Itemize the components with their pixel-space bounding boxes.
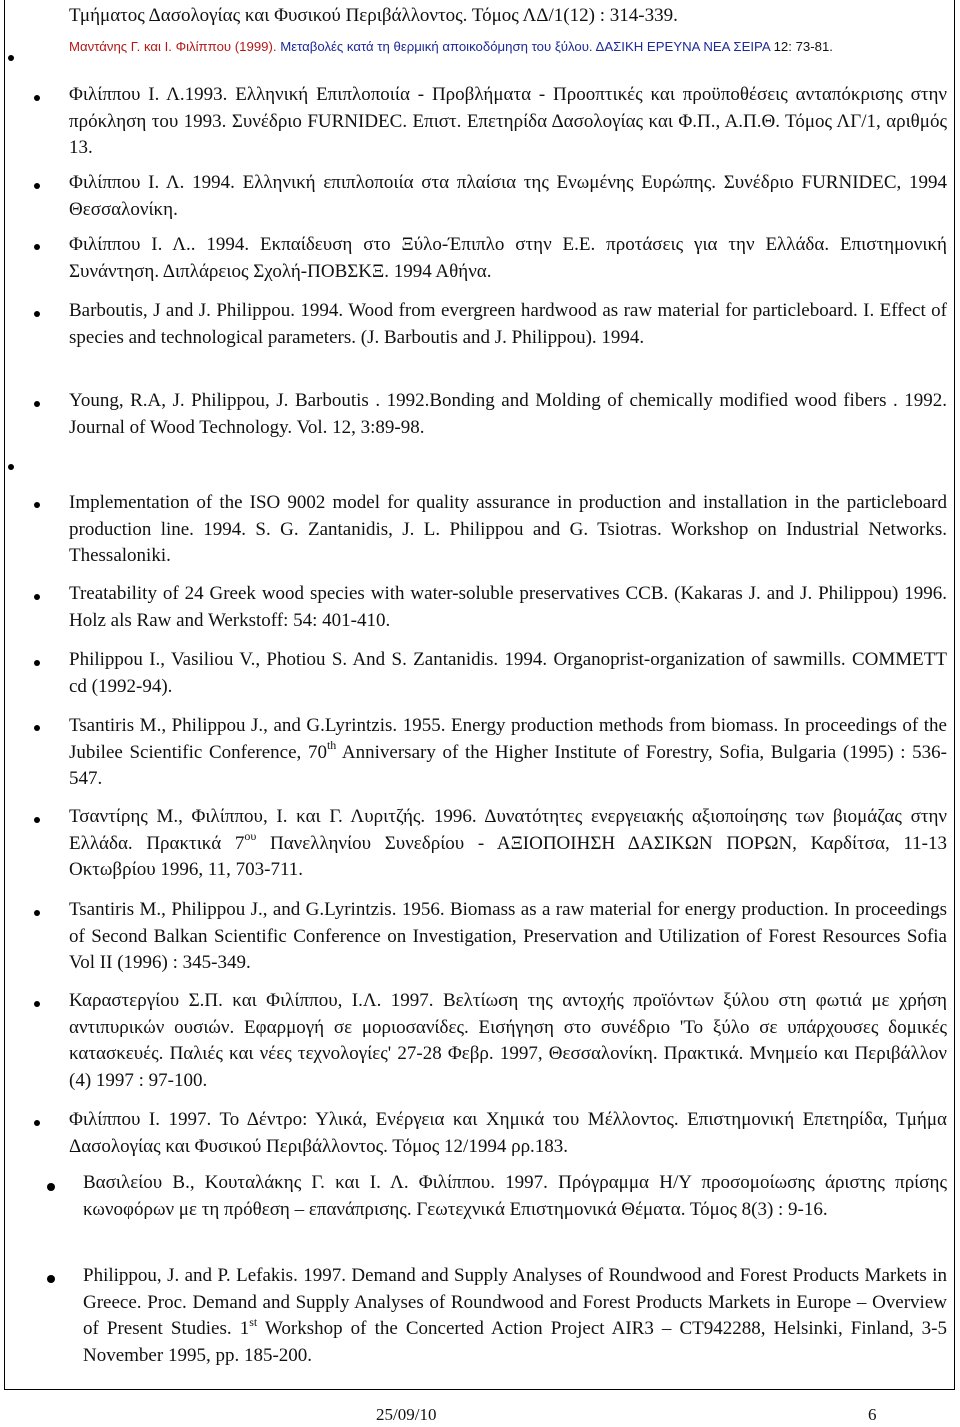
reference-pages: 12: 73-81.: [773, 39, 833, 54]
reference-mantanis: [69, 38, 947, 56]
bullet-icon: [34, 817, 40, 823]
reference-text: Workshop of the Concerted Action Project AIR3 – CT942288, Helsinki, Finland, 3-5 November 1995, pp. 185-200.: [83, 1318, 948, 1366]
page-number: 6: [868, 1405, 877, 1424]
bullet-icon: [8, 464, 14, 470]
reference-entry: Young, R.A, J. Philippou, J. Barboutis . 1992.Bonding and Molding of chemically modified wood fibers . 1992. Journal of Wood Technology. Vol. 12, 3:89-98.: [69, 390, 947, 438]
bullet-icon: [34, 725, 40, 731]
bullet-icon: [34, 244, 40, 250]
reference-authors: Μαντάνης Γ. και Ι. Φιλίππου (1999).: [69, 39, 281, 54]
reference-text: Tsantiris M., Philippou J., and G.Lyrintzis. 1955. Energy production methods from biomass. In proceedings of the Jubilee Scientific Conference, 70: [69, 715, 947, 763]
reference-entry: Φιλίππου Ι. 1997. Το Δέντρο: Υλικά, Ενέργεια και Χημικά του Μέλλοντος. Επιστημονική Επετηρίδα, Τμήμα Δασολογίας και Φυσικού Περιβάλλοντος. Τόμος 12/1994 ρρ.183.: [69, 1109, 947, 1157]
bullet-icon: [34, 183, 40, 189]
bullet-icon: [47, 1183, 55, 1191]
reference-journal-link[interactable]: . ΔΑΣΙΚΗ ΕΡΕΥΝΑ ΝΕΑ ΣΕΙΡΑ: [588, 39, 774, 54]
reference-text: Πανελληνίου Συνεδρίου - ΑΞΙΟΠΟΙΗΣΗ ΔΑΣΙΚΩΝ ΠΟΡΩΝ, Καρδίτσα, 11-13 Οκτωβρίου 1996, 11, 703-711.: [69, 832, 947, 880]
bullet-icon: [34, 1120, 40, 1126]
bullet-icon: [34, 1001, 40, 1007]
reference-text: Anniversary of the Higher Institute of Forestry, Sofia, Bulgaria (1995) : 536-547.: [69, 741, 947, 789]
reference-text: Τσαντίρης Μ., Φιλίππου, Ι. και Γ. Λυριτζής. 1996. Δυνατότητες ενεργειακής αξιοποίησης των βιομάζας στην Ελλάδα. Πρακτικά 7: [69, 806, 947, 854]
reference-entry: Philippou I., Vasiliou V., Photiou S. And S. Zantanidis. 1994. Organoprist-organization of sawmills. COMMETT cd (1992-94).: [69, 649, 947, 697]
bullet-icon: [34, 95, 40, 101]
footer-date: 25/09/10: [376, 1405, 437, 1424]
reference-entry: [69, 804, 947, 884]
bullet-icon: [34, 401, 40, 407]
reference-entry: Barboutis, J and J. Philippou. 1994. Wood from evergreen hardwood as raw material for particleboard. I. Effect of species and technological parameters. (J. Barboutis and J. Philippou). 1994.: [69, 300, 947, 348]
bullet-icon: [34, 594, 40, 600]
bullet-icon: [47, 1275, 55, 1283]
bullet-icon: [34, 660, 40, 666]
bullet-icon: [34, 311, 40, 317]
reference-entry: Φιλίππου Ι. Λ. 1994. Ελληνική επιπλοποιία στα πλαίσια της Ενωμένης Ευρώπης. Συνέδριο FURNIDEC, 1994 Θεσσαλονίκη.: [69, 172, 947, 220]
reference-entry: Φιλίππου Ι. Λ.. 1994. Εκπαίδευση στο Ξύλο-Έπιπλο στην Ε.Ε. προτάσεις για την Ελλάδα. Επιστημονική Συνάντηση. Διπλάρειος Σχολή-ΠΟΒΣΚΞ. 1994 Αθήνα.: [69, 234, 947, 282]
superscript: ου: [244, 829, 257, 844]
superscript: st: [249, 1314, 258, 1329]
reference-entry: [83, 1263, 947, 1369]
reference-continuation: Τμήματος Δασολογίας και Φυσικού Περιβάλλοντος. Τόμος ΛΔ/1(12) : 314-339.: [69, 5, 678, 26]
reference-entry: Tsantiris M., Philippou J., and G.Lyrintzis. 1956. Biomass as a raw material for energy production. In proceedings of Second Balkan Scientific Conference on Investigation, Preservation and Utilization of Forest Resources Sofia Vol II (1996) : 345-349.: [69, 899, 947, 973]
reference-entry: [69, 713, 947, 793]
reference-text: Philippou, J. and P. Lefakis. 1997. Demand and Supply Analyses of Roundwood and Forest Products Markets in Greece. Proc. Demand and Supply Analyses of Roundwood and Forest Products Markets in Europe – Overview of Present Studies. 1: [83, 1265, 947, 1339]
superscript: th: [326, 738, 337, 753]
bullet-icon: [8, 55, 14, 61]
reference-entry: Φιλίππου Ι. Λ.1993. Ελληνική Επιπλοποιία - Προβλήματα - Προοπτικές και προϋποθέσεις ανταπόκρισης στην πρόκληση του 1993. Συνέδριο FURNIDEC. Επιστ. Επετηρίδα Δασολογίας και Φ.Π., Α.Π.Θ. Τόμος ΛΓ/1, αριθμός 13.: [69, 84, 947, 158]
reference-entry: Treatability of 24 Greek wood species with water-soluble preservatives CCB. (Kakaras J. and J. Philippou) 1996. Holz als Raw and Werkstoff: 54: 401-410.: [69, 583, 947, 631]
reference-entry: Καραστεργίου Σ.Π. και Φιλίππου, Ι.Λ. 1997. Βελτίωση της αντοχής προϊόντων ξύλου στη φωτιά με χρήση αντιπυρικών ουσιών. Εφαρμογή σε μοριοσανίδες. Εισήγηση στο συνέδριο 'Το ξύλο σε υπάρχουσες δομικές κατασκευές. Παλιές και νέες τεχνολογίες' 27-28 Φεβρ. 1997, Θεσσαλονίκη. Πρακτικά. Μνημείο και Περιβάλλον (4) 1997 : 97-100.: [69, 990, 947, 1091]
bullet-icon: [34, 502, 40, 508]
reference-entry: Βασιλείου Β., Κουταλάκης Γ. και Ι. Λ. Φιλίππου. 1997. Πρόγραμμα Η/Υ προσομοίωσης άριστης πρίσης κωνοφόρων με τη πρόθεση – επανάπρισης. Γεωτεχνικά Επιστημονικά Θέματα. Τόμος 8(3) : 9-16.: [83, 1172, 947, 1220]
bullet-icon: [34, 910, 40, 916]
reference-title-link[interactable]: Μεταβολές κατά τη θερμική αποικοδόμηση του ξύλου: [280, 39, 589, 54]
reference-entry: Implementation of the ISO 9002 model for quality assurance in production and installation in the particleboard production line. 1994. S. G. Zantanidis, J. L. Philippou and G. Tsiotras. Workshop on Industrial Networks. Thessaloniki.: [69, 492, 947, 566]
